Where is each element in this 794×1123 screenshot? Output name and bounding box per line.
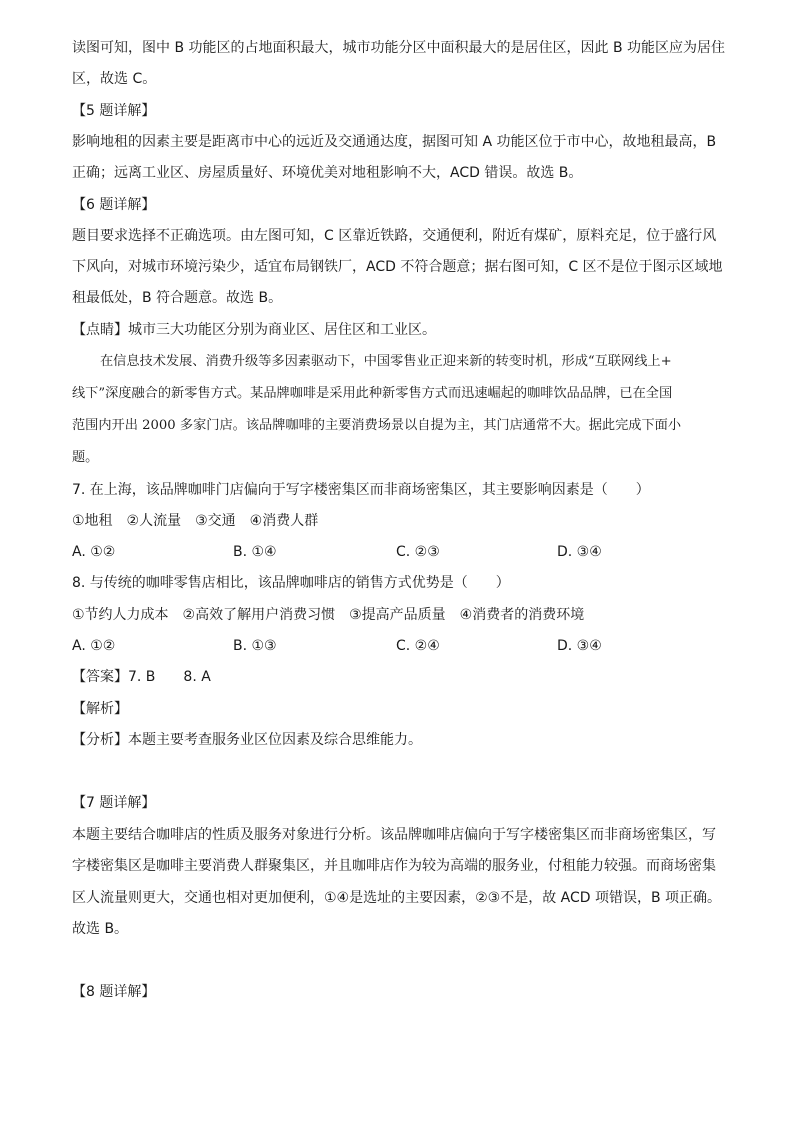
q7-detail-line-2: 字楼密集区是咖啡主要消费人群聚集区，并且咖啡店作为较为高端的服务业，付租能力较强。而商场密集 [72,858,716,874]
q5-explanation-line-1: 影响地租的因素主要是距离市中心的远近及交通通达度，据图可知 A 功能区位于市中心，故地租最高，B [72,134,717,150]
analysis-heading: 【解析】 [72,701,128,717]
q7-option-b: B. ①④ [233,544,277,560]
q6-explanation-line-3: 租最低处，B 符合题意。故选 B。 [72,290,283,306]
material-line-3: 范围内开出 2000 多家门店。该品牌咖啡的主要消费场景以自提为主，其门店通常不大。据此完成下面小 [72,418,682,433]
q7-stem: 7. 在上海，该品牌咖啡门店偏向于写字楼密集区而非商场密集区，其主要影响因素是（ ） [72,482,650,498]
q8-option-a: A. ①② [72,638,116,654]
q7-detail-heading: 【7 题详解】 [72,795,156,811]
q8-items: ①节约人力成本 ②高效了解用户消费习惯 ③提高产品质量 ④消费者的消费环境 [72,607,585,623]
q8-detail-heading: 【8 题详解】 [72,984,156,1000]
material-line-1: 在信息技术发展、消费升级等多因素驱动下，中国零售业正迎来新的转变时机，形成“互联网线上+ [100,354,672,369]
q5-explanation-line-2: 正确；远离工业区、房屋质量好、环境优美对地租影响不大，ACD 错误。故选 B。 [72,165,583,181]
q7-option-c: C. ②③ [396,544,440,560]
q8-option-b: B. ①③ [233,638,277,654]
tip-note: 【点睛】城市三大功能区分别为商业区、居住区和工业区。 [72,322,436,338]
q7-detail-line-3: 区人流量则更大，交通也相对更加便利，①④是选址的主要因素，②③不是，故 ACD 项错误，B 项正确。 [72,890,722,906]
q7-option-d: D. ③④ [557,544,602,560]
q7-detail-line-4: 故选 B。 [72,921,129,937]
q7-detail-line-1: 本题主要结合咖啡店的性质及服务对象进行分析。该品牌咖啡店偏向于写字楼密集区而非商场密集区，写 [72,827,716,843]
q4-explanation-line-1: 读图可知，图中 B 功能区的占地面积最大，城市功能分区中面积最大的是居住区，因此 B 功能区应为居住 [72,40,726,56]
material-line-2: 线下”深度融合的新零售方式。某品牌咖啡是采用此种新零售方式而迅速崛起的咖啡饮品品牌，已在全国 [72,386,673,401]
q6-heading: 【6 题详解】 [72,197,156,213]
material-line-4: 题。 [72,450,99,465]
q6-explanation-line-1: 题目要求选择不正确选项。由左图可知，C 区靠近铁路，交通便利，附近有煤矿，原料充足，位于盛行风 [72,228,717,244]
q8-stem: 8. 与传统的咖啡零售店相比，该品牌咖啡店的销售方式优势是（ ） [72,575,510,591]
q7-option-a: A. ①② [72,544,116,560]
q8-option-c: C. ②④ [396,638,440,654]
answer-line: 【答案】7. B 8. A [72,669,211,685]
q7-items: ①地租 ②人流量 ③交通 ④消费人群 [72,513,319,529]
q5-heading: 【5 题详解】 [72,103,156,119]
q6-explanation-line-2: 下风向，对城市环境污染少，适宜布局钢铁厂，ACD 不符合题意；据右图可知，C 区不是位于图示区域地 [72,259,723,275]
q4-explanation-line-2: 区，故选 C。 [72,71,157,87]
q8-option-d: D. ③④ [557,638,602,654]
analysis-summary: 【分析】本题主要考查服务业区位因素及综合思维能力。 [72,732,422,748]
